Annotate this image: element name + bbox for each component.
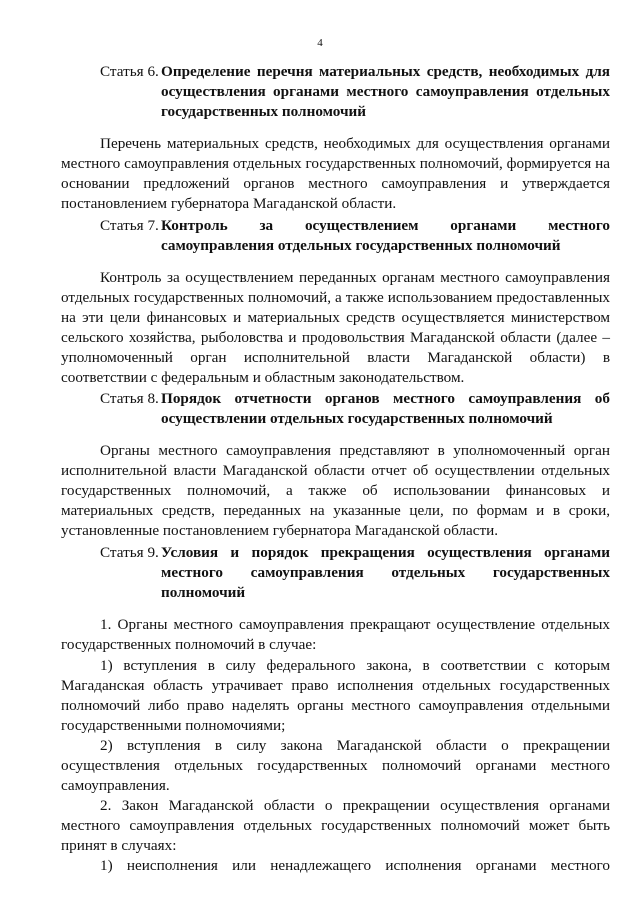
page-number: 4 [317, 37, 323, 49]
article-7-text: Контроль за осуществлением переданных органам местного самоуправления отдельных государственных полномочий, а также использованием предоставленных на эти цели финансовых и материальных средств осуществляется министерством сельского хозяйства, рыболовства и продовольствия Магаданской области (далее – уполномоченный орган исполнительной власти Магаданской области) в соответствии с федеральным и областным законодательством. [61, 269, 610, 386]
article-8-label: Статья 8. [100, 390, 159, 407]
article-7-title: Контроль за осуществлением органами местного самоуправления отдельных государственных полномочий [161, 217, 610, 254]
article-9-item-1-2: 2) вступления в силу закона Магаданской области о прекращении осуществления отдельных государственных полномочий органами местного самоуправления. [61, 737, 610, 794]
article-6-title: Определение перечня материальных средств, необходимых для осуществления органами местного самоуправления отдельных государственных полномочий [161, 63, 610, 120]
article-9-label: Статья 9. [100, 544, 159, 561]
article-9-title: Условия и порядок прекращения осуществления органами местного самоуправления отдельных государственных полномочий [161, 544, 610, 601]
article-9-heading [100, 543, 610, 603]
article-8-heading [100, 389, 610, 429]
article-9-item-2-1: 1) неисполнения или ненадлежащего исполнения органами местного [100, 857, 610, 874]
article-6-heading [100, 62, 610, 122]
article-9-paragraph-1: 1. Органы местного самоуправления прекращают осуществление отдельных государственных полномочий в случае: [61, 616, 610, 653]
article-9-paragraph-2: 2. Закон Магаданской области о прекращении осуществления органами местного самоуправления отдельных государственных полномочий может быть принят в случаях: [61, 797, 610, 854]
article-8-title: Порядок отчетности органов местного самоуправления об осуществлении отдельных государственных полномочий [161, 390, 610, 427]
article-7-label: Статья 7. [100, 217, 159, 234]
article-6-label: Статья 6. [100, 63, 159, 80]
article-6-text: Перечень материальных средств, необходимых для осуществления органами местного самоуправления отдельных государственных полномочий, формируется на основании предложений органов местного самоуправления и утверждается постановлением губернатора Магаданской области. [61, 135, 610, 212]
article-8-text: Органы местного самоуправления представляют в уполномоченный орган исполнительной власти Магаданской области отчет об осуществлении отдельных государственных полномочий, а также об использовании финансовых и материальных средств, переданных на указанные цели, по формам и в сроки, установленные постановлением губернатора Магаданской области. [61, 442, 610, 539]
article-7-heading [100, 216, 610, 256]
article-9-item-1-1: 1) вступления в силу федерального закона, в соответствии с которым Магаданская область утрачивает право исполнения отдельных государственных полномочий либо право наделять органы местного самоуправления отдельными государственными полномочиями; [61, 657, 610, 734]
